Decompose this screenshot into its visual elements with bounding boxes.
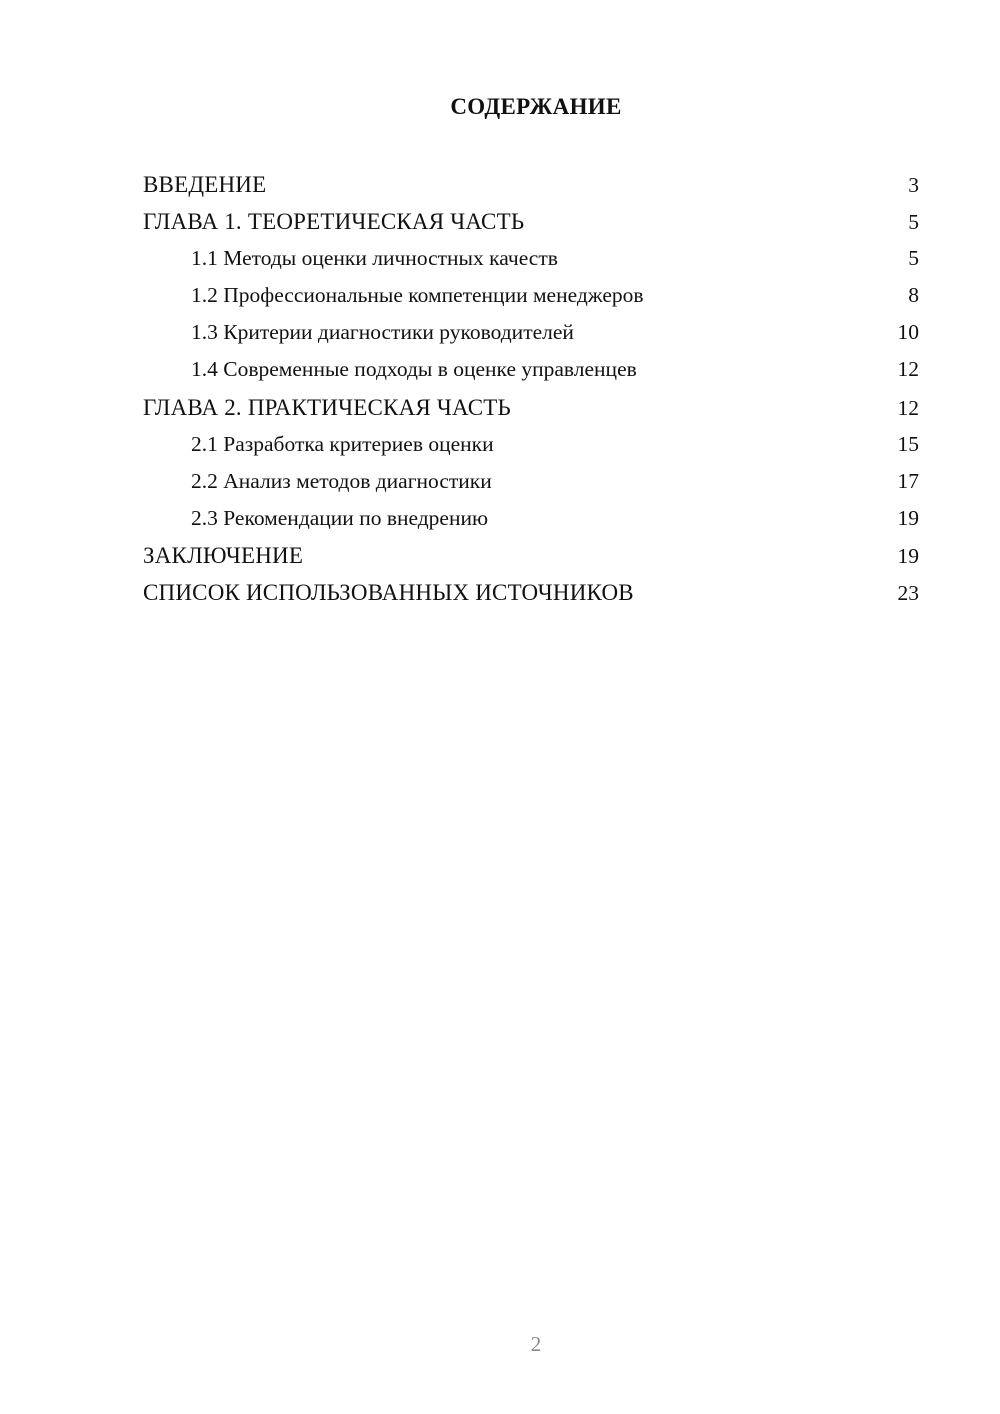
toc-entry-page: 10 xyxy=(897,320,919,345)
table-of-contents xyxy=(143,166,919,611)
toc-entry-section-1-2[interactable] xyxy=(143,277,919,314)
toc-entry-label: ГЛАВА 2. ПРАКТИЧЕСКАЯ ЧАСТЬ xyxy=(143,394,511,420)
toc-entry-page: 8 xyxy=(908,283,919,308)
toc-entry-label: 2.1 Разработка критериев оценки xyxy=(191,431,494,456)
toc-entry-page: 5 xyxy=(908,210,919,235)
toc-entry-section-2-3[interactable] xyxy=(143,500,919,537)
toc-entry-conclusion[interactable] xyxy=(143,537,919,574)
toc-entry-section-1-4[interactable] xyxy=(143,351,919,388)
page-number: 2 xyxy=(530,1332,542,1356)
toc-entry-section-2-1[interactable] xyxy=(143,426,919,463)
toc-entry-label: 1.1 Методы оценки личностных качеств xyxy=(191,246,558,271)
toc-entry-references[interactable] xyxy=(143,574,919,611)
toc-entry-label: 1.3 Критерии диагностики руководителей xyxy=(191,320,574,345)
toc-entry-label: 1.4 Современные подходы в оценке управленцев xyxy=(191,357,637,382)
toc-entry-page: 12 xyxy=(897,357,919,382)
toc-entry-label: СПИСОК ИСПОЛЬЗОВАННЫХ ИСТОЧНИКОВ xyxy=(143,580,634,606)
toc-entry-label: 1.2 Профессиональные компетенции менеджеров xyxy=(191,283,644,308)
toc-entry-page: 19 xyxy=(897,505,919,530)
toc-entry-label: ГЛАВА 1. ТЕОРЕТИЧЕСКАЯ ЧАСТЬ xyxy=(143,209,525,235)
toc-entry-label: 2.2 Анализ методов диагностики xyxy=(191,468,492,493)
toc-entry-chapter-1[interactable] xyxy=(143,203,919,240)
toc-entry-page: 5 xyxy=(908,246,919,271)
toc-entry-label: ЗАКЛЮЧЕНИЕ xyxy=(143,542,304,568)
toc-entry-section-2-2[interactable] xyxy=(143,463,919,500)
page-title: СОДЕРЖАНИЕ xyxy=(450,94,622,119)
toc-entry-label: 2.3 Рекомендации по внедрению xyxy=(191,505,489,530)
toc-entry-page: 15 xyxy=(897,431,919,456)
toc-entry-chapter-2[interactable] xyxy=(143,389,919,426)
toc-entry-section-1-1[interactable] xyxy=(143,240,919,277)
toc-entry-introduction[interactable] xyxy=(143,166,919,203)
toc-entry-page: 17 xyxy=(897,468,919,493)
toc-entry-page: 23 xyxy=(897,581,919,606)
toc-entry-section-1-3[interactable] xyxy=(143,314,919,351)
toc-entry-label: ВВЕДЕНИЕ xyxy=(143,172,267,197)
toc-entry-page: 12 xyxy=(897,395,919,420)
toc-entry-page: 3 xyxy=(908,173,919,197)
toc-entry-page: 19 xyxy=(897,543,919,568)
